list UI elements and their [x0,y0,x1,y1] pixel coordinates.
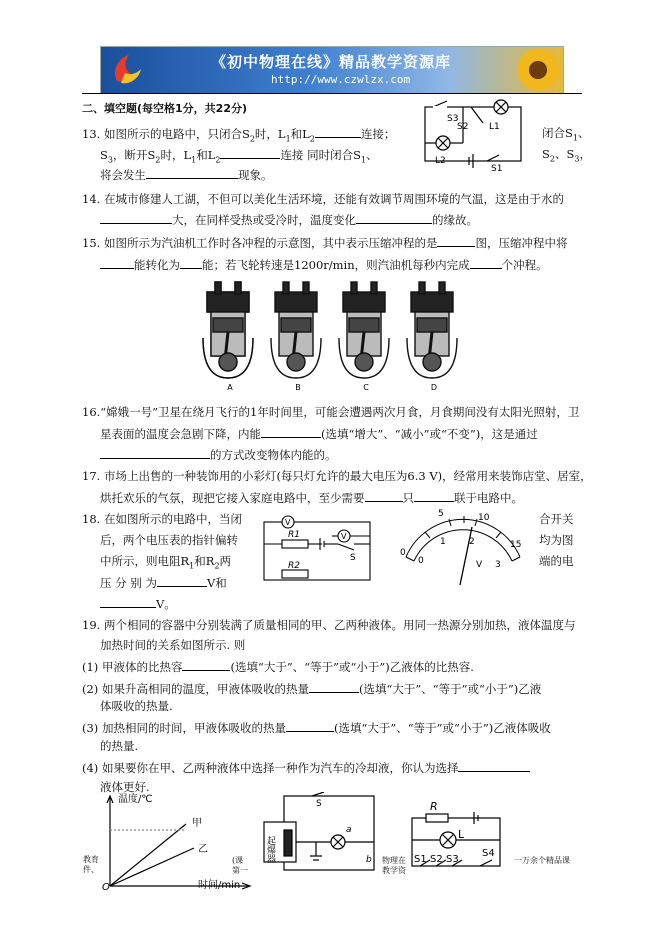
q19-part2: (2) 如果升高相同的温度，甲液体吸收的热量 (选填“大于”、“等于”或“小于”)乙液 [82,682,542,696]
q13-line3: 将会发生 现象。 [100,168,273,182]
dial-bottom-3: 3 [495,560,501,570]
q15-blank2[interactable] [100,257,134,269]
circuit3-s3-label: S3 [446,854,459,865]
q15-blank4[interactable] [470,257,502,269]
q18-voltmeter2-label: V [341,532,347,541]
q13-line1: 13. 如图所示的电路中，只闭合$S_2$时，$L_1$和$L_2$ 连接； [82,127,396,144]
detonator-b-label: b [366,855,372,865]
q17-blank2[interactable] [414,490,454,502]
q13-line2-right: $S_2$、$S_3$， [542,147,591,164]
dial-top-10: 10 [478,513,490,523]
footer-right-ad: 一万余个精品课 [514,856,570,865]
q19-blank3[interactable] [286,720,334,732]
circuit3-l-label: L [458,828,465,841]
sunflower-icon [517,49,559,91]
q15-line2: 能转化为 能；若飞轮转速是1200r/min，则汽油机每秒内完成 个冲程。 [100,257,548,273]
banner-url: http://www.czwlzx.com [271,73,411,86]
dial-unit-v: V [476,560,483,570]
q19-blank2[interactable] [309,681,359,693]
q19-line2: 加热时间的关系如图所示. 则 [100,638,246,652]
q18-switch-label: S [350,553,356,563]
engine-label-d: D [430,383,438,392]
detonator-circuit-figure [262,792,382,878]
q13-label-s1: S1 [491,164,503,173]
q19-part4-cont: 液体更好. [100,780,150,794]
q16-line2: 星表面的温度会急剧下降，内能 (选填“增大”、“减小”或“不变”)，这是通过 [100,427,538,441]
q15-line1: 15. 如图所示为汽油机工作时各冲程的示意图，其中表示压缩冲程的是 图，压缩冲程中将 [82,236,568,250]
header-banner [100,46,564,94]
dial-bottom-2: 2 [469,537,475,547]
dial-bottom-0: 0 [418,556,424,566]
dial-top-15: 15 [510,540,522,550]
q18-circuit-figure [258,512,376,584]
q15-blank1[interactable] [437,235,475,247]
graph-line-jia: 甲 [192,818,202,829]
q13-label-s3: S3 [447,114,459,124]
header-rule [82,93,582,94]
q19-part3: (3) 加热相同的时间，甲液体吸收的热量 (选填“大于”、“等于”或“小于”)乙液体吸收 [82,721,551,735]
q18-r2-label: R2 [288,561,300,571]
footer-right: 物理在 教学资 [382,856,406,875]
q18-line1: 18. 在如图所示的电路中，当闭 [82,512,242,526]
q18-line1-right: 合开关 [539,512,574,526]
graph-xlabel: 时间/min [198,880,241,890]
q18-voltmeter1-label: V [285,518,291,527]
temperature-time-graph [80,790,256,890]
q19-part2-cont: 体吸收的热量. [100,699,173,713]
engine-label-b: B [295,383,301,392]
q16-line3: 的方式改变物体内能的。 [100,447,337,463]
q15-blank3[interactable] [180,257,202,269]
q13-blank3[interactable] [146,167,238,179]
q13-label-l1: L1 [489,122,500,132]
q14-line1: 14. 在城市修建人工湖，不但可以美化生活环境，还能有效调节周围环境的气温，这是由于水的 [82,192,564,206]
q19-blank4[interactable] [458,760,530,772]
dial-top-5: 5 [438,509,444,519]
q18-line4: 压 分 别 为 V和 [100,576,227,590]
q17-line1: 17. 市场上出售的一种装饰用的小彩灯(每只灯允许的最大电压为6.3 V)，经常用来装饰店堂、居室， [82,469,592,483]
q17-blank1[interactable] [365,490,403,502]
q13-blank1[interactable] [315,126,361,138]
circuit3-s1-label: S1 [414,854,427,865]
circuit3-s4-label: S4 [482,848,495,859]
circuit3-s2-label: S2 [430,854,443,865]
q18-line2-right: 均为图 [539,533,574,547]
q16-blank2[interactable] [100,447,210,459]
graph-origin: O [102,882,110,890]
q13-line1-right: 闭合$S_1$、 [542,126,590,143]
banner-title: 《初中物理在线》精品教学资源库 [211,53,452,71]
detonator-label: 起爆器 [265,836,275,863]
dial-bottom-1: 1 [440,537,446,547]
dial-top-0: 0 [400,548,406,558]
q-circuit3-figure [406,796,506,876]
q13-blank2[interactable] [220,147,280,159]
q13-circuit-figure [403,97,528,173]
q18-line3: 中所示，则电阻$R_1$和$R_2$两 [100,554,232,571]
q17-line2: 烘托欢乐的气氛，现把它接入家庭电路中，至少需要 只 联于电路中。 [100,491,523,505]
detonator-switch-label: S [316,799,322,809]
circuit3-r-label: R [430,800,438,813]
q19-blank1[interactable] [182,659,230,671]
q13-label-s2: S2 [457,122,469,132]
q16-blank1[interactable] [261,426,321,438]
q19-part1: (1) 甲液体的比热容 (选填“大于”、“等于”或“小于”)乙液体的比热容. [82,660,474,674]
q18-blank1[interactable] [157,575,207,587]
q18-line3-right: 端的电 [539,554,574,568]
q19-line1: 19. 两个相同的容器中分别装满了质量相同的甲、乙两种液体。用同一热源分别加热，液体温度与 [82,618,576,632]
section-heading: 二、填空题(每空格1分，共22分) [82,102,248,115]
q14-line2: 大，在同样受热或受冷时，温度变化 的缘故。 [100,212,478,228]
q14-blank1[interactable] [100,212,172,224]
graph-ylabel: 温度/℃ [118,794,153,805]
site-logo-icon [107,51,145,89]
engine-label-a: A [227,383,233,392]
footer-left: 教育 件、 [83,855,99,874]
footer-mid: (课 第一 [232,856,248,875]
q18-line5: V。 [100,596,176,612]
q18-line2: 后，两个电压表的指针偏转 [100,533,238,547]
q18-blank2[interactable] [100,596,156,608]
q13-line2: $S_3$，断开$S_2$时，$L_1$和$L_2$ 连接 同时闭合$S_1$、 [100,148,378,165]
engine-strokes-figure [195,278,475,392]
q14-blank2[interactable] [356,212,432,224]
engine-label-c: C [363,383,369,392]
q19-part4: (4) 如果要你在甲、乙两种液体中选择一种作为汽车的冷却液，你认为选择 [82,760,530,776]
q13-label-l2: L2 [435,156,446,166]
q18-r1-label: R1 [288,530,300,540]
graph-line-yi: 乙 [198,844,208,855]
q19-part3-cont: 的热量. [100,739,139,753]
voltmeter-dial-figure [398,507,528,587]
q16-line1: 16.“嫦娥一号”卫星在绕月飞行的1年时间里，可能会遭遇两次月食，月食期间没有太阳光照射，卫 [82,405,580,419]
detonator-a-label: a [346,825,352,835]
